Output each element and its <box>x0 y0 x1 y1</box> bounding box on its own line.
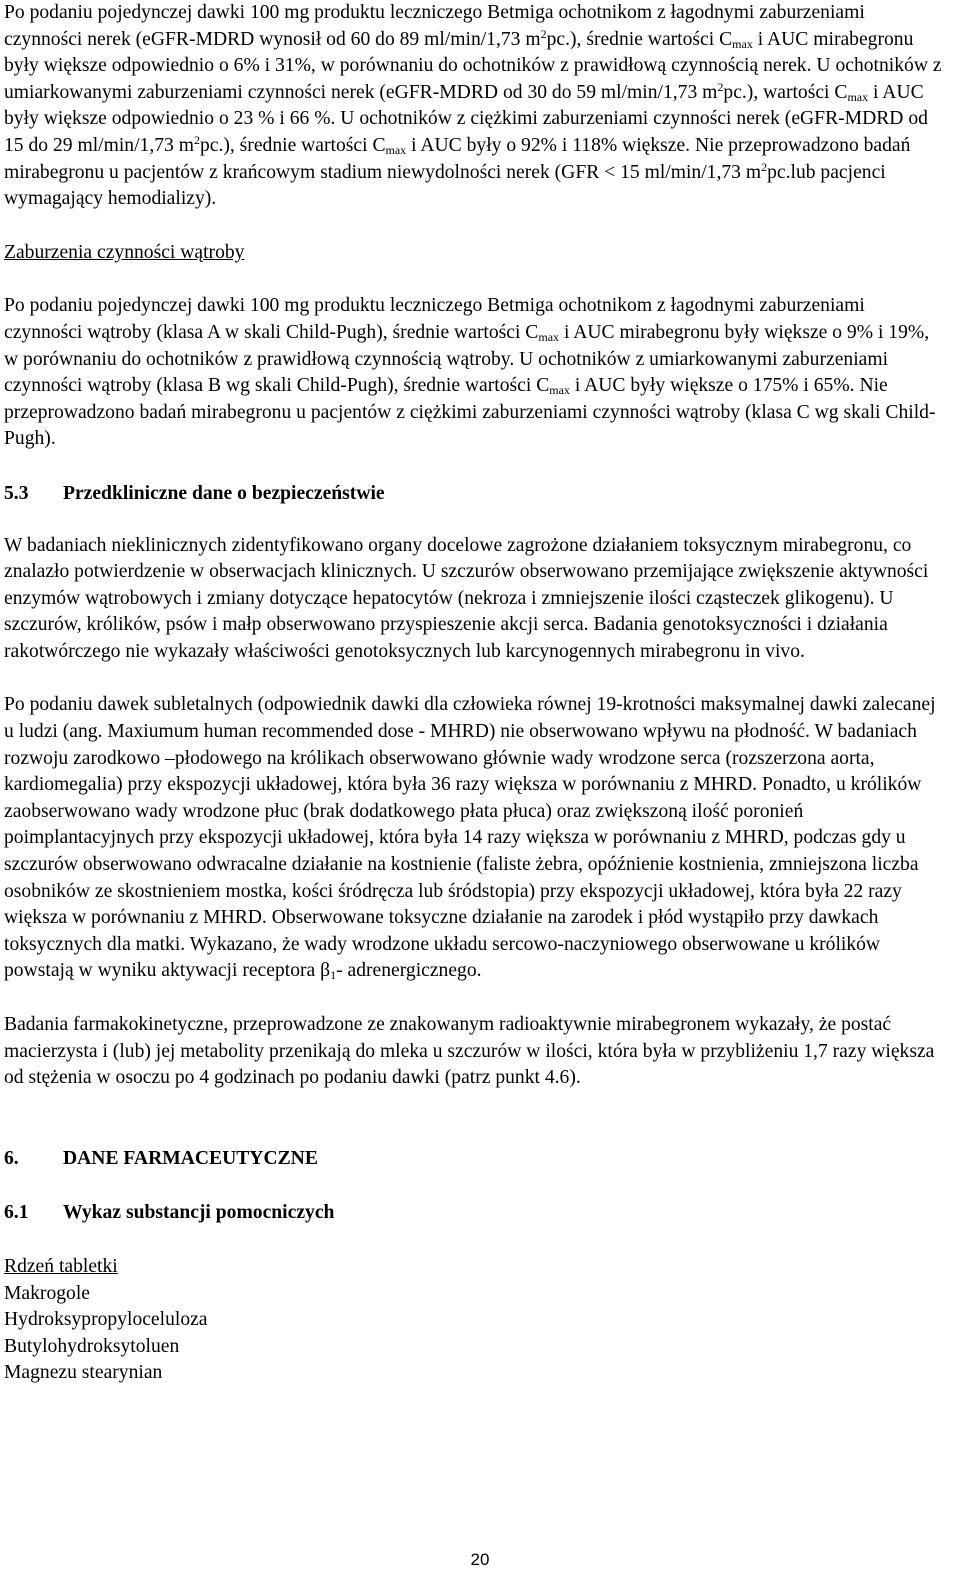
text-run: - adrenergicznego. <box>336 960 482 982</box>
hepatic-impairment-paragraph <box>4 293 948 453</box>
text-run: Po podaniu pojedynczej dawki 100 mg produktu leczniczego Betmiga ochotnikom z łagodnymi zaburzeniami czynności wątroby (klasa A w skali Child-Pugh), średnie wartości C <box>4 295 865 343</box>
text-run: pc.), średnie wartości C <box>546 28 733 50</box>
text-run: i AUC były większe odpowiednio o 23 % i 66 %. U ochotników z ciężkimi zaburzeniami czynności nerek (eGFR-MDRD od 15 do 29 ml/min/1,73 m <box>4 81 928 156</box>
list-item: Magnezu stearynian <box>4 1362 163 1384</box>
list-item: Makrogole <box>4 1282 90 1304</box>
subscript: max <box>538 329 560 344</box>
subscript: 1 <box>330 968 337 983</box>
section-number: 5.3 <box>4 482 29 504</box>
renal-impairment-paragraph <box>4 0 948 213</box>
superscript: 2 <box>193 132 200 147</box>
superscript: 2 <box>540 26 547 41</box>
text-run: i AUC były o 92% i 118% większe. Nie przeprowadzono badań mirabegronu u pacjentów z krańcowym stadium niewydolności nerek (GFR < 15 ml/min/1,73 m <box>4 134 911 183</box>
section-6-heading <box>4 1146 948 1173</box>
section-title: Wykaz substancji pomocniczych <box>63 1202 335 1224</box>
section-number: 6. <box>4 1147 19 1169</box>
liver-impairment-heading: Zaburzenia czynności wątroby <box>4 241 245 263</box>
document-page <box>4 0 948 1387</box>
tablet-core-heading: Rdzeń tabletki <box>4 1255 118 1277</box>
text-run: i AUC były większe o 175% i 65%. Nie przeprowadzono badań mirabegronu u pacjentów z ciężkimi zaburzeniami czynności wątroby (klasa C wg skali Child-Pugh). <box>4 375 936 450</box>
text-run: Po podaniu dawek subletalnych (odpowiednik dawki dla człowieka równej 19-krotności maksymalnej dawki zalecanej u ludzi (ang. Maxiumum human recommended dose - MHRD) nie obserwowano wpływu na płodność. W badaniach rozwoju zarodkowo –płodowego na królikach obserwowano głównie wady wrodzone serca (rozszerzona aorta, kardiomegalia) przy ekspozycji układowej, która była 36 razy większa w porównaniu z MHRD. Ponadto, u królików zaobserwowano wady wrodzone płuc (brak dodatkowego płata płuca) oraz zwiększoną ilość poronień poimplantacyjnych przy ekspozycji układowej, która była 14 razy większa w porównaniu z MHRD, podczas gdy u szczurów obserwowano odwracalne działanie na kostnienie (faliste żebra, opóźnienie kostnienia, zmniejszona liczba osobników ze skostnieniem mostka, kości śródręcza lub śródstopia) przy ekspozycji układowej, która była 22 razy większa w porównaniu z MHRD. Obserwowane toksyczne działanie na zarodek i płód wystąpiło przy dawkach toksycznych dla matki. Wykazano, że wady wrodzone układu sercowo-naczyniowego obserwowane u królików powstają w wyniku aktywacji receptora β <box>4 694 936 982</box>
section-title: Przedkliniczne dane o bezpieczeństwie <box>63 482 385 504</box>
text-run: i AUC mirabegronu były większe odpowiednio o 6% i 31%, w porównaniu do ochotników z prawidłową czynnością nerek. U ochotników z umiarkowanymi zaburzeniami czynności nerek (eGFR-MDRD od 30 do 59 ml/min/1,73 m <box>4 28 942 103</box>
text-run: pc.lub pacjenci wymagający hemodializy). <box>4 161 886 210</box>
text-run: i AUC mirabegronu były większe o 9% i 19%, w porównaniu do ochotników z prawidłową czynnością wątroby. U ochotników z umiarkowanymi zaburzeniami czynności wątroby (klasa B wg skali Child-Pugh), średnie wartości C <box>4 321 930 397</box>
subscript: max <box>847 89 869 104</box>
text-run: pc.), wartości C <box>723 81 848 103</box>
section-title: DANE FARMACEUTYCZNE <box>63 1147 318 1169</box>
superscript: 2 <box>761 159 768 174</box>
subscript: max <box>385 142 407 157</box>
section-5-3-heading <box>4 481 948 508</box>
preclinical-paragraph: W badaniach nieklinicznych zidentyfikowano organy docelowe zagrożone działaniem toksycznym mirabegronu, co znalazło potwierdzenie w obserwacjach klinicznych. U szczurów obserwowano przemijające zwiększenie aktywności enzymów wątrobowych i zmiany dotyczące hepatocytów (nekroza i zmniejszenie ilości cząsteczek glikogenu). U szczurów, królików, psów i małp obserwowano przyspieszenie akcji serca. Badania genotoksyczności i działania rakotwórczego nie wykazały właściwości genotoksycznych lub karcynogennych mirabegronu in vivo. <box>4 534 929 662</box>
excipient-list <box>4 1281 948 1387</box>
superscript: 2 <box>717 79 724 94</box>
reproductive-toxicity-paragraph <box>4 692 948 985</box>
page-number: 20 <box>470 1550 490 1569</box>
subscript: max <box>549 383 570 398</box>
section-6-1-heading <box>4 1200 948 1227</box>
text-run: Po podaniu pojedynczej dawki 100 mg produktu leczniczego Betmiga ochotnikom z łagodnymi zaburzeniami czynności nerek (eGFR-MDRD wynosił od 60 do 89 ml/min/1,73 m <box>4 2 865 50</box>
pharmacokinetics-paragraph: Badania farmakokinetyczne, przeprowadzone ze znakowanym radioaktywnie mirabegronem wykazały, że postać macierzysta i (lub) jej metabolity przenikają do mleka u szczurów w ilości, która była w przybliżeniu 1,7 razy większa od stężenia w osoczu po 4 godzinach po podaniu dawki (patrz punkt 4.6). <box>4 1014 935 1089</box>
list-item: Butylohydroksytoluen <box>4 1335 180 1357</box>
section-number: 6.1 <box>4 1202 29 1224</box>
list-item: Hydroksypropyloceluloza <box>4 1309 208 1331</box>
subscript: max <box>732 36 753 51</box>
text-run: pc.), średnie wartości C <box>199 134 386 156</box>
